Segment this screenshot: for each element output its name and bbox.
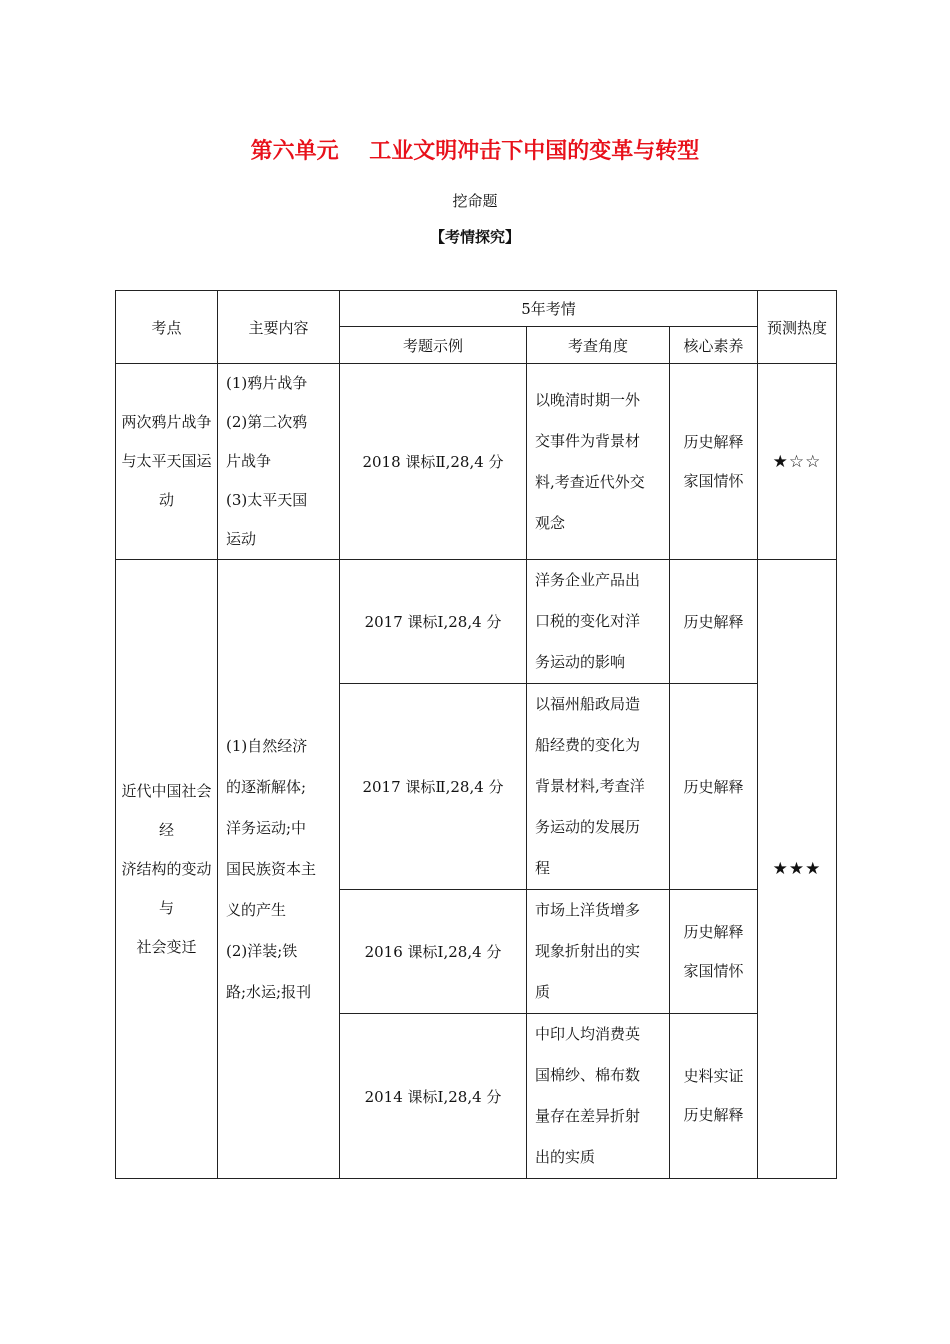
kaodian-cell: 近代中国社会 经 济结构的变动 与 社会变迁 [116,560,218,1179]
exam-example: 2014 课标Ⅰ,28,4 分 [340,1014,527,1179]
exam-literacy: 历史解释 [670,684,758,890]
kaodian-cell: 两次鸦片战争 与太平天国运 动 [116,364,218,560]
heat-rating: ★☆☆ [758,364,837,560]
header-content: 主要内容 [218,291,340,364]
table-row [116,364,837,560]
header-row-1 [116,291,837,327]
exam-angle: 以晚清时期一外 交事件为背景材 料,考查近代外交 观念 [527,364,670,560]
exam-angle: 以福州船政局造 船经费的变化为 背景材料,考查洋 务运动的发展历 程 [527,684,670,890]
section-heading: 【考情探究】 [429,228,520,246]
header-five-years: 5年考情 [340,291,758,327]
subtitle: 挖命题 [452,192,498,210]
table-row [116,560,837,684]
header-kaodian: 考点 [116,291,218,364]
heat-rating: ★★★ [758,560,837,1179]
header-example: 考题示例 [340,327,527,364]
exam-literacy: 历史解释 家国情怀 [670,364,758,560]
exam-literacy: 历史解释 [670,560,758,684]
exam-literacy: 历史解释 家国情怀 [670,890,758,1014]
header-literacy: 核心素养 [670,327,758,364]
exam-analysis-table [115,290,837,1179]
content-cell: (1)自然经济 的逐渐解体; 洋务运动;中 国民族资本主 义的产生 (2)洋装;铁 路;水运;报刊 [218,560,340,1179]
exam-example: 2016 课标Ⅰ,28,4 分 [340,890,527,1014]
page-title: 第六单元 工业文明冲击下中国的变革与转型 [250,139,700,164]
exam-literacy: 史料实证 历史解释 [670,1014,758,1179]
exam-angle: 市场上洋货增多 现象折射出的实 质 [527,890,670,1014]
exam-example: 2017 课标Ⅰ,28,4 分 [340,560,527,684]
exam-angle: 中印人均消费英 国棉纱、棉布数 量存在差异折射 出的实质 [527,1014,670,1179]
header-angle: 考查角度 [527,327,670,364]
exam-angle: 洋务企业产品出 口税的变化对洋 务运动的影响 [527,560,670,684]
exam-example: 2017 课标Ⅱ,28,4 分 [340,684,527,890]
exam-example: 2018 课标Ⅱ,28,4 分 [340,364,527,560]
content-cell: (1)鸦片战争 (2)第二次鸦 片战争 (3)太平天国 运动 [218,364,340,560]
header-heat: 预测热度 [758,291,837,364]
